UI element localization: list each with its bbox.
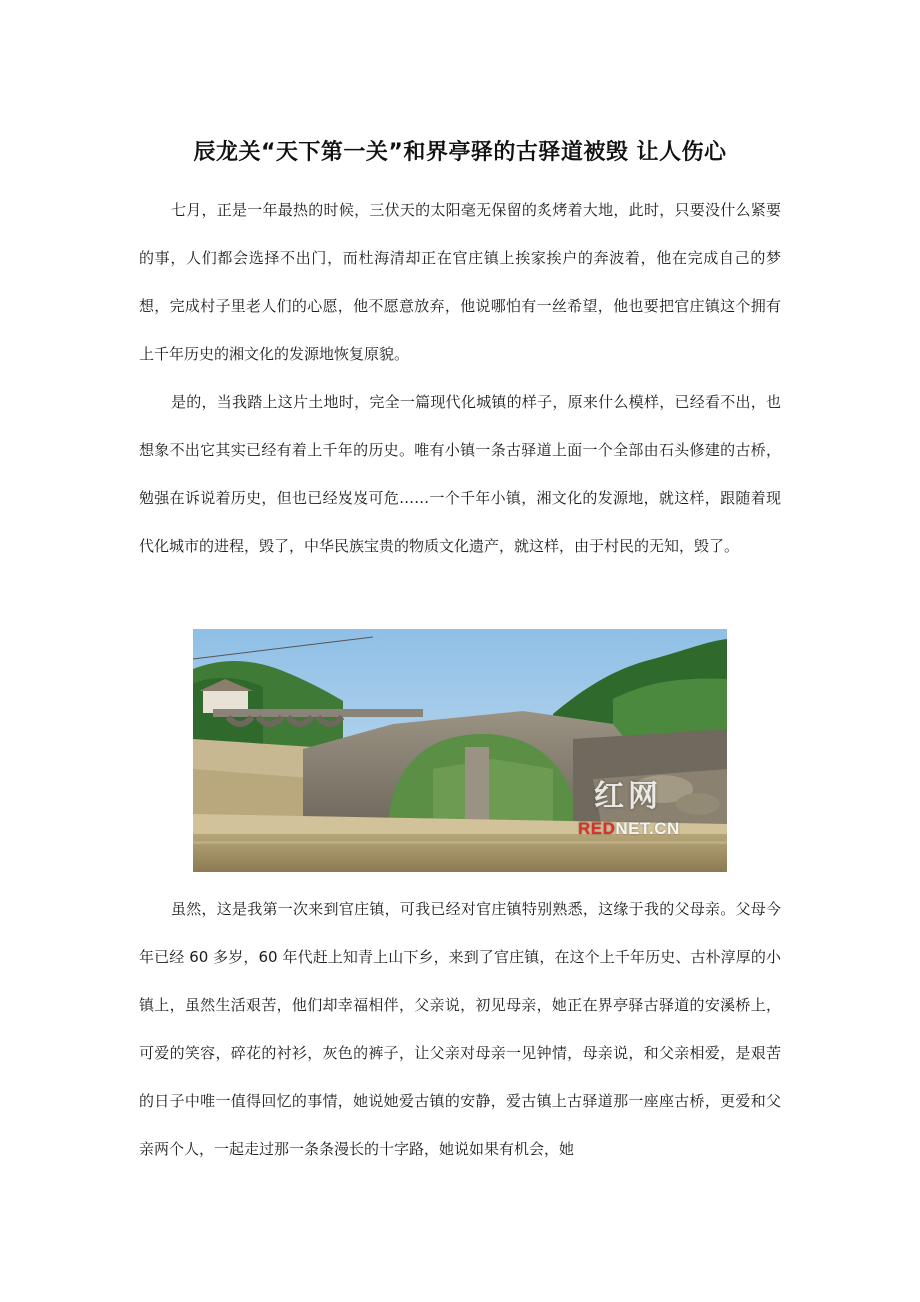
watermark-red-text: RED [578,819,616,838]
paragraph-2: 是的，当我踏上这片土地时，完全一篇现代化城镇的样子，原来什么模样，已经看不出，也想象不出它其实已经有着上千年的历史。唯有小镇一条古驿道上面一个全部由石头修建的古桥，勉强在诉说着历史，但也已经岌岌可危……一个千年小镇，湘文化的发源地，就这样，跟随着现代化城市的进程，毁了，中华民族宝贵的物质文化遗产，就这样，由于村民的无知，毁了。 [139,393,781,555]
paragraph-3: 虽然，这是我第一次来到官庄镇，可我已经对官庄镇特别熟悉，这缘于我的父母亲。父母今年已经 60 多岁，60 年代赶上知青上山下乡，来到了官庄镇，在这个上千年历史、古朴淳厚的小镇上，虽然生活艰苦，他们却幸福相伴，父亲说，初见母亲，她正在界亭驿古驿道的安溪桥上，可爱的笑容，碎花的衬衫，灰色的裤子，让父亲对母亲一见钟情，母亲说，和父亲相爱，是艰苦的日子中唯一值得回忆的事情，她说她爱古镇的安静，爱古镇上古驿道那一座座古桥，更爱和父亲两个人，一起走过那一条条漫长的十字路，她说如果有机会，她 [139,900,781,1158]
watermark-rednet-en [578,819,680,839]
article-title: 辰龙关“天下第一关”和界亭驿的古驿道被毁 让人伤心 [193,139,727,165]
paragraph-1: 七月，正是一年最热的时候，三伏天的太阳毫无保留的炙烤着大地，此时，只要没什么紧要的事，人们都会选择不出门，而杜海清却正在官庄镇上挨家挨户的奔波着，他在完成自己的梦想，完成村子里老人们的心愿，他不愿意放弃，他说哪怕有一丝希望，他也要把官庄镇这个拥有上千年历史的湘文化的发源地恢复原貌。 [139,201,781,363]
watermark-rednet-cn: 红网 [594,779,662,814]
watermark-netcn-text: NET.CN [615,819,680,838]
bridge-photo [193,629,727,872]
